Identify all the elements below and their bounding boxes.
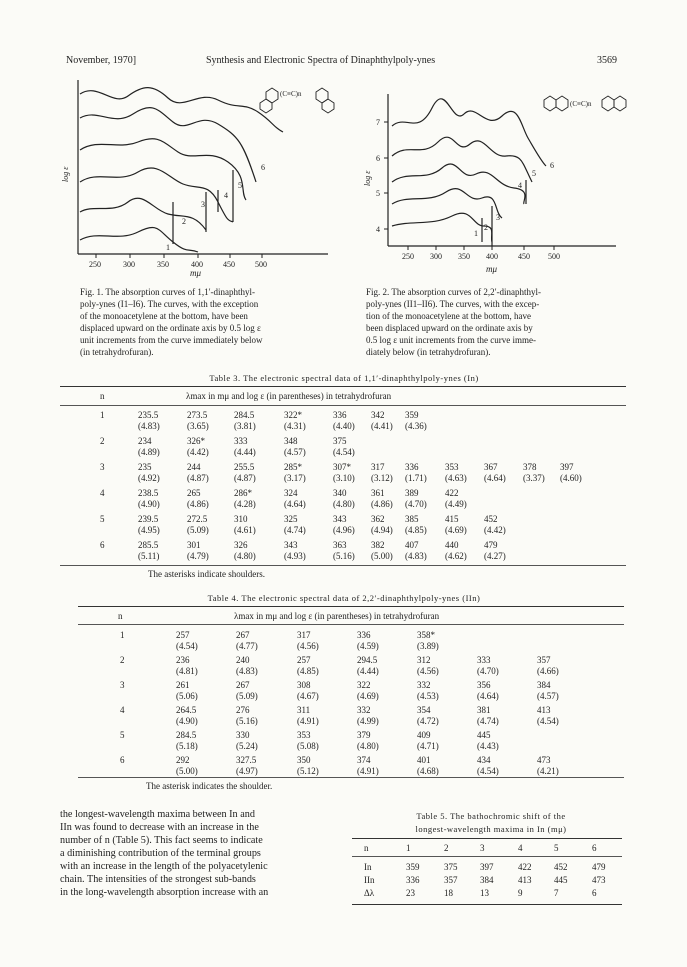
table3-cell-logeps: (3.37) bbox=[523, 473, 545, 483]
fig1-tick: 250 bbox=[89, 260, 101, 269]
table4-cell-wavelength: 257 bbox=[176, 630, 190, 640]
table4-cell-logeps: (4.72) bbox=[417, 716, 439, 726]
table4-cell-wavelength: 312 bbox=[417, 655, 431, 665]
table3-cell-logeps: (4.57) bbox=[284, 447, 306, 457]
table3-cell-logeps: (4.60) bbox=[560, 473, 582, 483]
table3-cell-logeps: (3.81) bbox=[234, 421, 256, 431]
fig2-curve-label: 4 bbox=[518, 181, 522, 190]
table3-cell-logeps: (3.10) bbox=[333, 473, 355, 483]
fig1-tick: 500 bbox=[255, 260, 267, 269]
fig1-tick: 350 bbox=[157, 260, 169, 269]
table3-cell-logeps: (4.64) bbox=[484, 473, 506, 483]
fig2-ytick: 5 bbox=[376, 189, 380, 198]
table3-cell-logeps: (4.69) bbox=[445, 525, 467, 535]
table4-cell-logeps: (4.69) bbox=[357, 691, 379, 701]
figure-2-plot bbox=[356, 86, 636, 286]
table3-cell-wavelength: 285.5 bbox=[138, 540, 159, 550]
fig2-curve-label: 5 bbox=[532, 169, 536, 178]
table5-cell: 13 bbox=[480, 888, 489, 898]
table5-cell: 375 bbox=[444, 862, 458, 872]
table4-cell-wavelength: 413 bbox=[537, 705, 551, 715]
table4-cell-logeps: (5.06) bbox=[176, 691, 198, 701]
fig2-ylabel: log ε bbox=[363, 170, 372, 186]
table3-row-n: 1 bbox=[100, 410, 105, 420]
table4-cell-wavelength: 358* bbox=[417, 630, 435, 640]
table3-cell-wavelength: 255.5 bbox=[234, 462, 255, 472]
table3-cell-wavelength: 389 bbox=[405, 488, 419, 498]
fig2-formula: (C≡C)n bbox=[570, 100, 592, 108]
table4-cell-wavelength: 434 bbox=[477, 755, 491, 765]
table4-cell-wavelength: 350 bbox=[297, 755, 311, 765]
table3-cell-wavelength: 348 bbox=[284, 436, 298, 446]
table4-cell-wavelength: 333 bbox=[477, 655, 491, 665]
table3-cell-logeps: (4.80) bbox=[333, 499, 355, 509]
table3-cell-logeps: (5.11) bbox=[138, 551, 160, 561]
table3-cell-wavelength: 325 bbox=[284, 514, 298, 524]
table4-col-n: n bbox=[118, 611, 123, 621]
fig1-formula: (C≡C)n bbox=[280, 90, 302, 98]
table4-cell-logeps: (5.16) bbox=[236, 716, 258, 726]
table3-cell-logeps: (4.31) bbox=[284, 421, 306, 431]
fig1-curve-label: 6 bbox=[261, 163, 265, 172]
table3-top-rule bbox=[60, 386, 626, 387]
table4-cell-wavelength: 332 bbox=[417, 680, 431, 690]
table3-cell-wavelength: 407 bbox=[405, 540, 419, 550]
table4-cell-wavelength: 330 bbox=[236, 730, 250, 740]
table4-cell-logeps: (4.83) bbox=[236, 666, 258, 676]
table3-bottom-rule bbox=[60, 565, 626, 566]
table4-cell-logeps: (4.56) bbox=[297, 641, 319, 651]
table4-head-rule bbox=[78, 624, 624, 625]
table3-cell-logeps: (4.86) bbox=[371, 499, 393, 509]
fig2-tick: 350 bbox=[458, 252, 470, 261]
table5-header-cell: 3 bbox=[480, 843, 485, 853]
table5-header-cell: 6 bbox=[592, 843, 597, 853]
table4-cell-wavelength: 384 bbox=[537, 680, 551, 690]
table4-cell-logeps: (4.54) bbox=[176, 641, 198, 651]
table4-cell-wavelength: 353 bbox=[297, 730, 311, 740]
table3-cell-logeps: (4.27) bbox=[484, 551, 506, 561]
table3-cell-logeps: (4.49) bbox=[445, 499, 467, 509]
table4-cell-logeps: (4.91) bbox=[357, 766, 379, 776]
table4-cell-logeps: (4.53) bbox=[417, 691, 439, 701]
table4-cell-logeps: (5.00) bbox=[176, 766, 198, 776]
table4-cell-wavelength: 374 bbox=[357, 755, 371, 765]
table4-cell-logeps: (4.54) bbox=[537, 716, 559, 726]
table3-cell-logeps: (4.74) bbox=[284, 525, 306, 535]
table4-col-head: λmax in mμ and log ε (in parentheses) in tetrahydrofuran bbox=[234, 611, 440, 621]
table4-cell-logeps: (4.71) bbox=[417, 741, 439, 751]
table4-cell-wavelength: 379 bbox=[357, 730, 371, 740]
table3-cell-wavelength: 301 bbox=[187, 540, 201, 550]
fig2-tick: 400 bbox=[486, 252, 498, 261]
figure-1 bbox=[58, 72, 338, 282]
table3-cell-logeps: (4.89) bbox=[138, 447, 160, 457]
table4-cell-wavelength: 357 bbox=[537, 655, 551, 665]
table4-top-rule bbox=[78, 606, 624, 607]
table4-cell-wavelength: 267 bbox=[236, 630, 250, 640]
fig1-curve-label: 3 bbox=[201, 200, 205, 209]
table5-cell: 18 bbox=[444, 888, 453, 898]
table3-head-rule bbox=[60, 405, 626, 406]
table4-row-n: 4 bbox=[120, 705, 125, 715]
table4-cell-logeps: (4.85) bbox=[297, 666, 319, 676]
table3-cell-logeps: (4.61) bbox=[234, 525, 256, 535]
table3-cell-wavelength: 385 bbox=[405, 514, 419, 524]
table3-cell-logeps: (4.96) bbox=[333, 525, 355, 535]
table3-row-n: 6 bbox=[100, 540, 105, 550]
table4-cell-wavelength: 445 bbox=[477, 730, 491, 740]
table3-cell-wavelength: 235.5 bbox=[138, 410, 159, 420]
table4-cell-wavelength: 409 bbox=[417, 730, 431, 740]
table3-cell-logeps: (4.40) bbox=[333, 421, 355, 431]
table3-cell-logeps: (4.44) bbox=[234, 447, 256, 457]
table4-cell-wavelength: 284.5 bbox=[176, 730, 197, 740]
table3-cell-wavelength: 362 bbox=[371, 514, 385, 524]
table4-cell-logeps: (4.68) bbox=[417, 766, 439, 776]
table4-cell-logeps: (4.99) bbox=[357, 716, 379, 726]
table3-cell-logeps: (1.71) bbox=[405, 473, 427, 483]
table3-cell-logeps: (4.41) bbox=[371, 421, 393, 431]
table3-cell-logeps: (4.95) bbox=[138, 525, 160, 535]
table3-cell-logeps: (4.90) bbox=[138, 499, 160, 509]
table4-cell-wavelength: 322 bbox=[357, 680, 371, 690]
table4-cell-wavelength: 264.5 bbox=[176, 705, 197, 715]
table3-cell-wavelength: 238.5 bbox=[138, 488, 159, 498]
page-number: 3569 bbox=[597, 55, 617, 66]
table4-cell-logeps: (4.77) bbox=[236, 641, 258, 651]
table3-col-head: λmax in mμ and log ε (in parentheses) in tetrahydrofuran bbox=[186, 391, 392, 401]
table3-cell-wavelength: 326 bbox=[234, 540, 248, 550]
table4-cell-wavelength: 257 bbox=[297, 655, 311, 665]
table4-row-n: 3 bbox=[120, 680, 125, 690]
table5-cell: 9 bbox=[518, 888, 523, 898]
table3-cell-wavelength: 234 bbox=[138, 436, 152, 446]
table4-cell-logeps: (4.66) bbox=[537, 666, 559, 676]
table3-row-n: 2 bbox=[100, 436, 105, 446]
table3-cell-logeps: (4.42) bbox=[484, 525, 506, 535]
table3-cell-logeps: (3.17) bbox=[284, 473, 306, 483]
table5-cell: 452 bbox=[554, 862, 568, 872]
table4-cell-logeps: (5.12) bbox=[297, 766, 319, 776]
table3-cell-wavelength: 378 bbox=[523, 462, 537, 472]
table3-cell-logeps: (4.63) bbox=[445, 473, 467, 483]
table4-cell-wavelength: 294.5 bbox=[357, 655, 378, 665]
table5-head-rule bbox=[352, 856, 622, 857]
table3-cell-logeps: (4.83) bbox=[138, 421, 160, 431]
table3-row-n: 5 bbox=[100, 514, 105, 524]
table3-col-n: n bbox=[100, 391, 105, 401]
table4-cell-logeps: (4.97) bbox=[236, 766, 258, 776]
figure-1-plot bbox=[58, 72, 338, 282]
table3-cell-wavelength: 336 bbox=[405, 462, 419, 472]
table4-note: The asterisk indicates the shoulder. bbox=[146, 781, 273, 791]
table3-cell-wavelength: 307* bbox=[333, 462, 351, 472]
table3-cell-logeps: (4.54) bbox=[333, 447, 355, 457]
table4-cell-logeps: (4.59) bbox=[357, 641, 379, 651]
table3-cell-wavelength: 310 bbox=[234, 514, 248, 524]
figure-2 bbox=[356, 86, 636, 286]
fig2-xlabel: mμ bbox=[486, 264, 498, 274]
table4-cell-wavelength: 336 bbox=[357, 630, 371, 640]
table4-cell-wavelength: 381 bbox=[477, 705, 491, 715]
table4-cell-logeps: (4.44) bbox=[357, 666, 379, 676]
table4-cell-logeps: (4.57) bbox=[537, 691, 559, 701]
table4-cell-logeps: (4.90) bbox=[176, 716, 198, 726]
table3-note: The asterisks indicate shoulders. bbox=[148, 569, 265, 579]
table5-cell: 359 bbox=[406, 862, 420, 872]
table4-cell-logeps: (5.24) bbox=[236, 741, 258, 751]
table3-cell-wavelength: 336 bbox=[333, 410, 347, 420]
table5-header-cell: n bbox=[364, 843, 369, 853]
table3-cell-logeps: (4.86) bbox=[187, 499, 209, 509]
table4-cell-logeps: (4.54) bbox=[477, 766, 499, 776]
table3-cell-wavelength: 272.5 bbox=[187, 514, 208, 524]
table5-cell: 6 bbox=[592, 888, 597, 898]
table4-cell-logeps: (4.70) bbox=[477, 666, 499, 676]
table5-header-cell: 2 bbox=[444, 843, 449, 853]
figure-2-caption: Fig. 2. The absorption curves of 2,2′-dinaphthyl- poly-ynes (II1–II6). The curves, with the excep- tion of the monoacetylene at the bottom, have been displaced upward on the ordinate axis by 0.5 log ε unit increments from the curve imme- diately below (in tetrahydrofuran). bbox=[366, 287, 542, 357]
table3-cell-wavelength: 286* bbox=[234, 488, 252, 498]
table4-cell-wavelength: 473 bbox=[537, 755, 551, 765]
table4-cell-wavelength: 354 bbox=[417, 705, 431, 715]
table3-cell-wavelength: 333 bbox=[234, 436, 248, 446]
table3-row-n: 4 bbox=[100, 488, 105, 498]
fig2-curve-label: 3 bbox=[496, 213, 500, 222]
table3-cell-wavelength: 479 bbox=[484, 540, 498, 550]
table3-cell-wavelength: 363 bbox=[333, 540, 347, 550]
table4-bottom-rule bbox=[78, 777, 624, 778]
table3-cell-logeps: (4.62) bbox=[445, 551, 467, 561]
table5-cell: IIn bbox=[364, 875, 375, 885]
table3-cell-wavelength: 353 bbox=[445, 462, 459, 472]
table3-cell-logeps: (3.12) bbox=[371, 473, 393, 483]
table3-cell-logeps: (5.00) bbox=[371, 551, 393, 561]
table5-header-cell: 5 bbox=[554, 843, 559, 853]
table3-cell-wavelength: 340 bbox=[333, 488, 347, 498]
table3-cell-wavelength: 342 bbox=[371, 410, 385, 420]
table4-row-n: 6 bbox=[120, 755, 125, 765]
table3-caption: Table 3. The electronic spectral data of 1,1′-dinaphthylpoly-ynes (In) bbox=[209, 373, 479, 383]
table4-cell-logeps: (4.91) bbox=[297, 716, 319, 726]
body-paragraph: the longest-wavelength maxima between In and IIn was found to decrease with an increase in the number of n (Table 5). This fact seems to indicate a diminishing contribution of the terminal groups with an increase in the length of the polyacetylenic chain. The intensities of the strongest sub-bands in the long-wavelength absorption increase with an bbox=[60, 809, 269, 898]
table3-cell-logeps: (5.16) bbox=[333, 551, 355, 561]
fig1-tick: 300 bbox=[123, 260, 135, 269]
table3-row-n: 3 bbox=[100, 462, 105, 472]
table4-row-n: 2 bbox=[120, 655, 125, 665]
table4-row-n: 5 bbox=[120, 730, 125, 740]
table5-cell: Δλ bbox=[364, 888, 375, 898]
fig1-ylabel: log ε bbox=[61, 166, 70, 182]
table3-cell-wavelength: 343 bbox=[284, 540, 298, 550]
table3-cell-logeps: (4.83) bbox=[405, 551, 427, 561]
table5-cell: 7 bbox=[554, 888, 559, 898]
fig2-curve-label: 2 bbox=[484, 223, 488, 232]
table3-cell-logeps: (4.87) bbox=[234, 473, 256, 483]
table4-cell-logeps: (5.08) bbox=[297, 741, 319, 751]
table5-top-rule bbox=[352, 838, 622, 839]
table4-cell-wavelength: 311 bbox=[297, 705, 311, 715]
table4-cell-wavelength: 236 bbox=[176, 655, 190, 665]
table3-cell-logeps: (4.64) bbox=[284, 499, 306, 509]
fig1-curve-label: 4 bbox=[224, 191, 228, 200]
figure-1-caption: Fig. 1. The absorption curves of 1,1′-dinaphthyl- poly-ynes (I1–I6). The curves, with the exception of the monoacetylene at the bottom, have been displaced upward on the ordinate axis by 0.5 log ε unit increments from the curve immediately below (in tetrahydrofuran). bbox=[80, 287, 263, 357]
table4-cell-logeps: (5.18) bbox=[176, 741, 198, 751]
table3-cell-logeps: (4.93) bbox=[284, 551, 306, 561]
table3-cell-logeps: (4.87) bbox=[187, 473, 209, 483]
table3-cell-wavelength: 244 bbox=[187, 462, 201, 472]
header-title: Synthesis and Electronic Spectra of Dinaphthylpoly-ynes bbox=[206, 55, 436, 66]
table4-cell-wavelength: 332 bbox=[357, 705, 371, 715]
fig2-curve-label: 6 bbox=[550, 161, 554, 170]
table3-cell-wavelength: 367 bbox=[484, 462, 498, 472]
table3-cell-logeps: (4.79) bbox=[187, 551, 209, 561]
table3-cell-logeps: (4.28) bbox=[234, 499, 256, 509]
table3-cell-logeps: (4.94) bbox=[371, 525, 393, 535]
table5-cell: 422 bbox=[518, 862, 532, 872]
fig1-tick: 450 bbox=[223, 260, 235, 269]
table3-cell-wavelength: 235 bbox=[138, 462, 152, 472]
fig1-curve-label: 2 bbox=[182, 217, 186, 226]
header-left: November, 1970] bbox=[66, 55, 137, 66]
fig1-xlabel: mμ bbox=[190, 268, 202, 278]
fig2-tick: 250 bbox=[402, 252, 414, 261]
fig2-curve-label: 1 bbox=[474, 229, 478, 238]
fig2-tick: 500 bbox=[548, 252, 560, 261]
table3-cell-wavelength: 317 bbox=[371, 462, 385, 472]
table4-cell-wavelength: 356 bbox=[477, 680, 491, 690]
table3-cell-wavelength: 284.5 bbox=[234, 410, 255, 420]
table3-cell-wavelength: 361 bbox=[371, 488, 385, 498]
table3-cell-wavelength: 359 bbox=[405, 410, 419, 420]
table3-cell-wavelength: 285* bbox=[284, 462, 302, 472]
table5-cell: 445 bbox=[554, 875, 568, 885]
table3-cell-wavelength: 326* bbox=[187, 436, 205, 446]
table4-cell-logeps: (4.81) bbox=[176, 666, 198, 676]
table3-cell-logeps: (4.70) bbox=[405, 499, 427, 509]
table3-cell-wavelength: 343 bbox=[333, 514, 347, 524]
table5-bottom-rule bbox=[352, 904, 622, 905]
table4-cell-wavelength: 261 bbox=[176, 680, 190, 690]
table3-cell-logeps: (4.36) bbox=[405, 421, 427, 431]
table4-cell-logeps: (4.67) bbox=[297, 691, 319, 701]
table5-header-cell: 4 bbox=[518, 843, 523, 853]
table3-cell-wavelength: 415 bbox=[445, 514, 459, 524]
table3-cell-wavelength: 397 bbox=[560, 462, 574, 472]
table4-cell-wavelength: 327.5 bbox=[236, 755, 257, 765]
table4-row-n: 1 bbox=[120, 630, 125, 640]
fig2-ytick: 6 bbox=[376, 154, 380, 163]
table5-header-cell: 1 bbox=[406, 843, 411, 853]
table4-cell-wavelength: 267 bbox=[236, 680, 250, 690]
fig2-tick: 450 bbox=[518, 252, 530, 261]
fig2-ytick: 7 bbox=[376, 118, 380, 127]
table4-cell-wavelength: 308 bbox=[297, 680, 311, 690]
table5-cell: 336 bbox=[406, 875, 420, 885]
fig1-curve-label: 1 bbox=[166, 243, 170, 252]
table4-cell-wavelength: 240 bbox=[236, 655, 250, 665]
table5-cell: 473 bbox=[592, 875, 606, 885]
table4-cell-logeps: (4.64) bbox=[477, 691, 499, 701]
table3-cell-wavelength: 440 bbox=[445, 540, 459, 550]
table5-cell: 384 bbox=[480, 875, 494, 885]
fig2-tick: 300 bbox=[430, 252, 442, 261]
table3-cell-logeps: (4.80) bbox=[234, 551, 256, 561]
table3-cell-wavelength: 322* bbox=[284, 410, 302, 420]
table4-cell-wavelength: 401 bbox=[417, 755, 431, 765]
table4-cell-logeps: (4.56) bbox=[417, 666, 439, 676]
table3-cell-wavelength: 324 bbox=[284, 488, 298, 498]
table5-cell: 479 bbox=[592, 862, 606, 872]
table5-cell: 413 bbox=[518, 875, 532, 885]
table3-cell-wavelength: 452 bbox=[484, 514, 498, 524]
table3-cell-logeps: (5.09) bbox=[187, 525, 209, 535]
table3-cell-wavelength: 273.5 bbox=[187, 410, 208, 420]
fig1-curve-label: 5 bbox=[238, 181, 242, 190]
table5-cell: In bbox=[364, 862, 372, 872]
table4-cell-logeps: (3.89) bbox=[417, 641, 439, 651]
table4-cell-wavelength: 276 bbox=[236, 705, 250, 715]
table3-cell-wavelength: 265 bbox=[187, 488, 201, 498]
table5-cell: 23 bbox=[406, 888, 415, 898]
table4-cell-logeps: (5.09) bbox=[236, 691, 258, 701]
table3-cell-wavelength: 375 bbox=[333, 436, 347, 446]
fig2-ytick: 4 bbox=[376, 225, 380, 234]
table4-cell-wavelength: 317 bbox=[297, 630, 311, 640]
fig1-tick: 400 bbox=[191, 260, 203, 269]
table5-caption-2: longest-wavelength maxima in In (mμ) bbox=[415, 824, 567, 834]
table3-cell-wavelength: 239.5 bbox=[138, 514, 159, 524]
table5-caption: Table 5. The bathochromic shift of the bbox=[416, 811, 566, 821]
table4-cell-logeps: (4.80) bbox=[357, 741, 379, 751]
table5-cell: 357 bbox=[444, 875, 458, 885]
table3-cell-logeps: (4.92) bbox=[138, 473, 160, 483]
table3-cell-logeps: (3.65) bbox=[187, 421, 209, 431]
table3-cell-logeps: (4.42) bbox=[187, 447, 209, 457]
table3-cell-wavelength: 422 bbox=[445, 488, 459, 498]
table5-cell: 397 bbox=[480, 862, 494, 872]
table4-cell-logeps: (4.43) bbox=[477, 741, 499, 751]
table4-cell-wavelength: 292 bbox=[176, 755, 190, 765]
table4-cell-logeps: (4.74) bbox=[477, 716, 499, 726]
table4-cell-logeps: (4.21) bbox=[537, 766, 559, 776]
table3-cell-logeps: (4.85) bbox=[405, 525, 427, 535]
table3-cell-wavelength: 382 bbox=[371, 540, 385, 550]
table4-caption: Table 4. The electronic spectral data of 2,2′-dinaphthylpoly-ynes (IIn) bbox=[207, 593, 481, 603]
